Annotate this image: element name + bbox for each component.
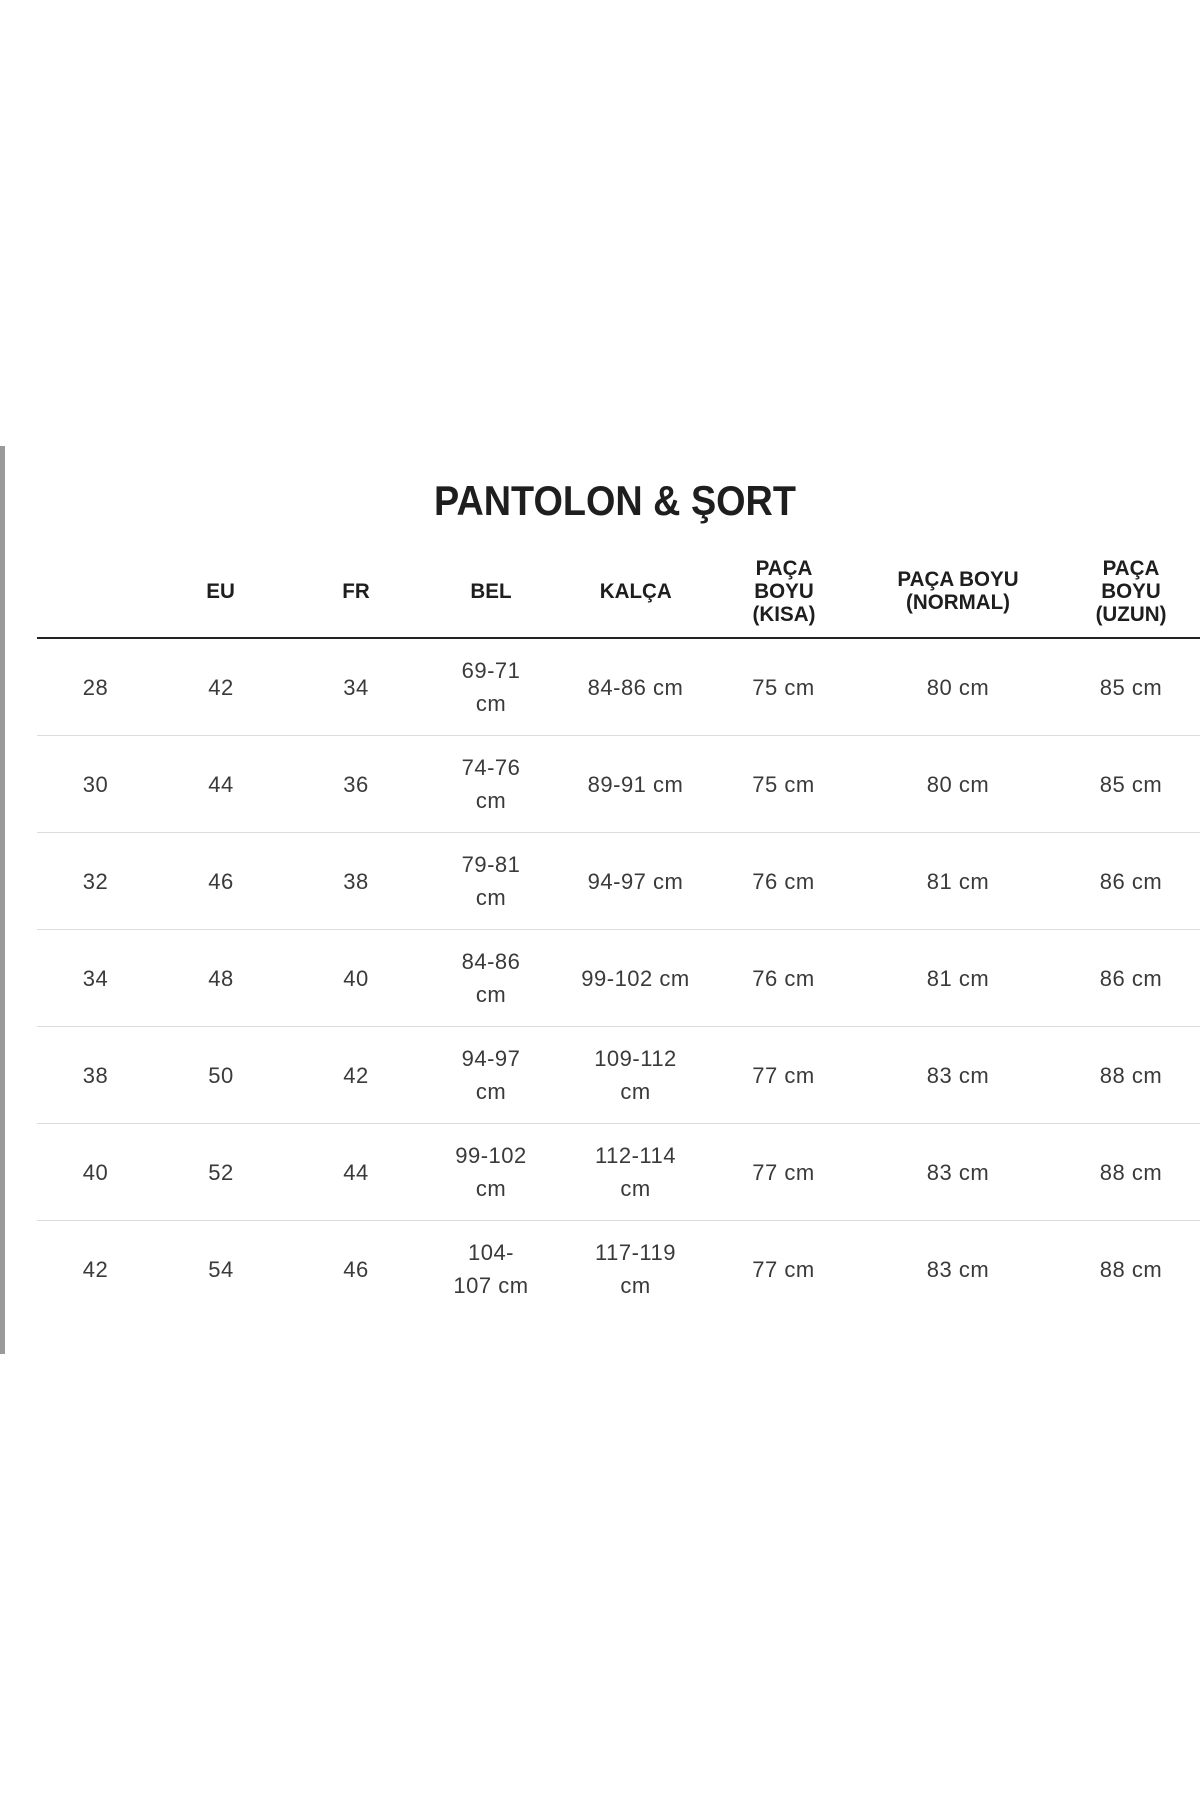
cell-text: 54 [208, 1256, 234, 1282]
cell-bel [424, 1221, 558, 1318]
cell-paca-boyu-kisa [713, 930, 854, 1027]
cell-text: 75 cm [752, 771, 815, 797]
cell-bel [424, 1124, 558, 1221]
cell-paca-boyu-kisa [713, 1124, 854, 1221]
cell-fr [288, 1221, 424, 1318]
cell-text: 28 [82, 674, 109, 700]
cell-fr [288, 930, 424, 1027]
column-header-eu: EU [154, 545, 288, 638]
cell-kalca [558, 930, 713, 1027]
cell-text: 42 [82, 1256, 109, 1282]
cell-eu [154, 930, 288, 1027]
page-title: PANTOLON & ŞORT [434, 477, 796, 525]
cell-paca-boyu-normal [854, 638, 1062, 736]
cell-eu [154, 1221, 288, 1318]
table-row [37, 833, 1200, 930]
size-chart-table [37, 545, 1200, 1317]
cell-size [37, 1027, 154, 1124]
cell-paca-boyu-uzun [1062, 736, 1200, 833]
cell-paca-boyu-uzun [1062, 930, 1200, 1027]
table-row [37, 1124, 1200, 1221]
cell-text: 44 [208, 771, 234, 797]
cell-paca-boyu-normal [854, 1027, 1062, 1124]
table-body [37, 638, 1200, 1317]
cell-bel [424, 930, 558, 1027]
cell-paca-boyu-normal [854, 1221, 1062, 1318]
cell-paca-boyu-normal [854, 930, 1062, 1027]
cell-kalca [558, 638, 713, 736]
cell-kalca [558, 1124, 713, 1221]
table-row [37, 1027, 1200, 1124]
cell-kalca [558, 1027, 713, 1124]
cell-text: 83 cm [926, 1062, 990, 1088]
table-row [37, 638, 1200, 736]
cell-text: 109-112 cm [594, 1046, 677, 1104]
cell-paca-boyu-normal [854, 736, 1062, 833]
cell-fr [288, 736, 424, 833]
table-row [37, 1221, 1200, 1318]
cell-text: 46 [343, 1256, 369, 1282]
cell-eu [154, 736, 288, 833]
cell-eu [154, 1124, 288, 1221]
cell-text: 81 cm [926, 868, 990, 894]
cell-text: 112-114 cm [595, 1143, 676, 1201]
cell-text: 81 cm [926, 965, 990, 991]
cell-size [37, 930, 154, 1027]
cell-text: 104-107 cm [453, 1240, 529, 1298]
cell-text: 38 [343, 868, 369, 894]
cell-text: 83 cm [926, 1159, 990, 1185]
cell-text: 76 cm [752, 965, 815, 991]
cell-text: 84-86 cm [587, 674, 684, 700]
cell-text: 77 cm [752, 1062, 815, 1088]
cell-text: 85 cm [1099, 674, 1163, 700]
column-header-paca-boyu-normal: PAÇA BOYU (NORMAL) [854, 545, 1062, 638]
cell-paca-boyu-kisa [713, 833, 854, 930]
cell-text: 80 cm [926, 674, 990, 700]
cell-text: 34 [82, 965, 109, 991]
cell-text: 42 [208, 674, 234, 700]
cell-text: 69-71 cm [461, 658, 521, 716]
cell-text: 50 [208, 1062, 234, 1088]
cell-text: 34 [343, 674, 369, 700]
cell-eu [154, 1027, 288, 1124]
cell-bel [424, 833, 558, 930]
cell-text: 40 [343, 965, 369, 991]
cell-text: 88 cm [1099, 1256, 1163, 1282]
cell-size [37, 1124, 154, 1221]
cell-size [37, 736, 154, 833]
cell-kalca [558, 736, 713, 833]
cell-text: 83 cm [926, 1256, 990, 1282]
cell-text: 117-119 cm [595, 1240, 676, 1298]
cell-paca-boyu-uzun [1062, 1027, 1200, 1124]
cell-text: 88 cm [1099, 1062, 1163, 1088]
cell-paca-boyu-normal [854, 833, 1062, 930]
cell-text: 40 [82, 1159, 109, 1185]
cell-size [37, 833, 154, 930]
cell-paca-boyu-kisa [713, 736, 854, 833]
cell-eu [154, 638, 288, 736]
cell-paca-boyu-kisa [713, 1027, 854, 1124]
cell-fr [288, 1124, 424, 1221]
cell-text: 99-102 cm [455, 1143, 527, 1201]
cell-bel [424, 638, 558, 736]
cell-fr [288, 1027, 424, 1124]
cell-text: 44 [343, 1159, 369, 1185]
cell-text: 42 [343, 1062, 369, 1088]
cell-text: 85 cm [1099, 771, 1163, 797]
cell-text: 48 [208, 965, 234, 991]
cell-text: 38 [82, 1062, 109, 1088]
cell-text: 74-76 cm [461, 755, 521, 813]
cell-text: 99-102 cm [581, 965, 690, 991]
cell-text: 75 cm [752, 674, 815, 700]
cell-text: 77 cm [752, 1256, 815, 1282]
cell-size [37, 638, 154, 736]
cell-text: 88 cm [1099, 1159, 1163, 1185]
cell-paca-boyu-kisa [713, 638, 854, 736]
column-header-paca-boyu-uzun: PAÇA BOYU (UZUN) [1062, 545, 1200, 638]
cell-text: 89-91 cm [587, 771, 684, 797]
column-header-paca-boyu-kisa: PAÇA BOYU (KISA) [713, 545, 854, 638]
column-header-bel: BEL [424, 545, 558, 638]
cell-text: 36 [343, 771, 369, 797]
cell-paca-boyu-uzun [1062, 1221, 1200, 1318]
cell-fr [288, 638, 424, 736]
cell-text: 30 [82, 771, 109, 797]
cell-text: 52 [208, 1159, 234, 1185]
cell-text: 80 cm [926, 771, 990, 797]
cell-paca-boyu-uzun [1062, 833, 1200, 930]
cell-paca-boyu-kisa [713, 1221, 854, 1318]
cell-size [37, 1221, 154, 1318]
cell-kalca [558, 1221, 713, 1318]
cell-text: 79-81 cm [461, 852, 521, 910]
cell-text: 32 [82, 868, 109, 894]
cell-text: 84-86 cm [461, 949, 521, 1007]
cell-text: 46 [208, 868, 234, 894]
cell-fr [288, 833, 424, 930]
cell-paca-boyu-uzun [1062, 638, 1200, 736]
cell-text: 94-97 cm [587, 868, 684, 894]
cell-bel [424, 1027, 558, 1124]
cell-text: 77 cm [752, 1159, 815, 1185]
cell-text: 86 cm [1099, 868, 1163, 894]
cell-paca-boyu-normal [854, 1124, 1062, 1221]
cell-eu [154, 833, 288, 930]
cell-kalca [558, 833, 713, 930]
column-header-size [37, 545, 154, 638]
table-header-row [37, 545, 1200, 638]
cell-paca-boyu-uzun [1062, 1124, 1200, 1221]
left-border-rule [0, 446, 5, 1354]
cell-text: 86 cm [1099, 965, 1163, 991]
cell-text: 76 cm [752, 868, 815, 894]
cell-bel [424, 736, 558, 833]
table-row [37, 736, 1200, 833]
column-header-kalca: KALÇA [558, 545, 713, 638]
column-header-fr: FR [288, 545, 424, 638]
cell-text: 94-97 cm [461, 1046, 521, 1104]
table-row [37, 930, 1200, 1027]
